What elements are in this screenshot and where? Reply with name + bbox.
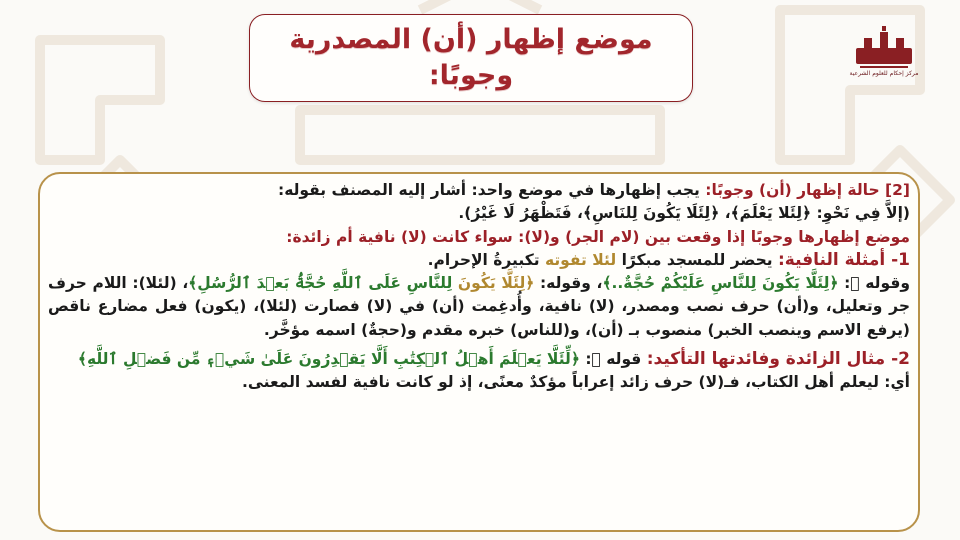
example-highlight: لئلا تفوته	[544, 250, 617, 269]
quote-intro: وقوله ﷺ:	[838, 274, 910, 293]
quran-verse-2: لِلنَّاسِ عَلَى ٱللَّهِ حُجَّةُۢ بَعۡدَ ٱلرُّسُلِ﴾	[188, 274, 458, 293]
redundant-example	[48, 348, 910, 371]
rule-text: يجب إظهارها في موضع واحد: أشار إليه المصنف بقوله:	[278, 181, 706, 199]
quran-verse-1: ﴿لِئَلَّا يَكُونَ لِلنَّاسِ عَلَيْكُمْ حُجَّةٌ..﴾	[602, 274, 839, 293]
quran-example-paragraph	[48, 272, 910, 342]
quran-verse-3: ﴿لِّئَلَّا يَعۡلَمَ أَهۡلُ ٱلۡكِتَٰبِ أَلَّا يَقۡدِرُونَ عَلَىٰ شَيۡءٖ مِّن فَضۡلِ ٱللَّهِ﴾	[77, 350, 580, 369]
ihkam-logo	[838, 24, 930, 98]
grammar-analysis: (لئلا): اللام حرف جر وتعليل، و(أن) حرف نصب ومصدر، (لا) نافية، وأُدغِمت (أن) في (لا) فصارت (لئلا)، (يكون) فعل مضارع ناقص (يرفع الاسم وينصب الخبر) منصوب بـ (أن)، و(للناس) خبره مقدم و(حجةٌ) اسمه مؤخَّر.	[48, 274, 910, 339]
page-title-line-1: موضع إظهار (أن) المصدرية	[289, 24, 653, 55]
rule-paragraph	[48, 179, 910, 202]
lesson-content	[48, 179, 910, 395]
redundant-heading: 2- مثال الزائدة وفائدتها التأكيد:	[646, 349, 910, 370]
quran-citation-2: ﴿لِئَلَا يَكُونَ لِلنَاسِ﴾	[582, 204, 720, 223]
redundant-explanation: أي: ليعلم أهل الكتاب، فـ(لا) حرف زائد إعراباً مؤكدٌ معنًى، إذ لو كانت نافية لفسد المعنى.	[242, 373, 910, 392]
negation-heading: 1- أمثلة النافية:	[778, 249, 910, 270]
rule-heading: [2] حالة إظهار (أن) وجوبًا:	[705, 181, 910, 199]
quote-comma: ،	[182, 274, 189, 293]
quote-separator: ،	[719, 204, 731, 223]
logo-emblem-icon	[852, 24, 916, 70]
quote-part: (إلاَّ فِي نَحْوِ:	[811, 204, 910, 223]
quran-verse-2-highlight: ﴿لِئَلَّا يَكُونَ	[457, 274, 535, 293]
quote-intro-2: قوله ﷺ:	[579, 350, 647, 369]
page-title-line-2: وجوبًا:	[428, 60, 514, 91]
example-text: يحضر للمسجد مبكرًا	[616, 250, 778, 269]
position-rule: موضع إظهارها وجوبًا إذا وقعت بين (لام الجر) و(لا): سواء كانت (لا) نافية أم زائدة:	[286, 227, 910, 246]
example-text-end: تكبيرةُ الإحرام.	[427, 250, 545, 269]
author-quote	[48, 202, 910, 225]
logo-subtitle: مركز إحكام للعلوم الشرعية	[849, 70, 919, 77]
negation-example	[48, 249, 910, 272]
quote-connector: ، وقوله:	[534, 274, 603, 293]
quote-end: ، فَتَظْهَرُ لَا غَيْرُ).	[458, 204, 583, 223]
title-box	[249, 14, 693, 102]
quran-citation-1: ﴿لِئَلا يَعْلَمَ﴾	[730, 204, 812, 223]
